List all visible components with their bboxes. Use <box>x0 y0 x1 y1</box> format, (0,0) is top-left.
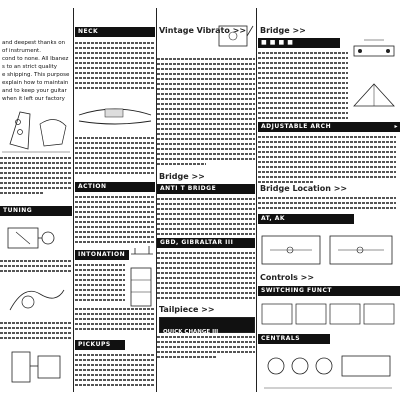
intro-line: cond to none. All Ibanez <box>2 56 69 62</box>
intro-line: explain how to maintain <box>2 80 69 86</box>
section-header-adjustable-arch: ADJUSTABLE ARCH ▸ <box>258 122 400 132</box>
heading-controls: Controls >> <box>260 273 315 282</box>
model-tag-at-ak: AT, AK <box>258 214 354 224</box>
peg-illustration <box>4 346 68 392</box>
body-text <box>0 322 72 342</box>
intro-line: and to keep your guitar <box>2 88 67 94</box>
guitar-headstock-illustration <box>0 104 72 154</box>
body-text <box>0 157 72 197</box>
column-2 <box>75 0 155 400</box>
section-header-gibraltar: GBD, GIBRALTAR III <box>157 238 255 248</box>
bridge-illustration <box>350 34 398 70</box>
body-text <box>157 58 255 168</box>
body-text <box>258 136 396 186</box>
body-text <box>157 252 255 302</box>
heading-bridge: Bridge >> <box>159 172 205 181</box>
body-text <box>75 196 155 246</box>
heading-bridge: Bridge >> <box>260 26 306 35</box>
heading-bridge-location: Bridge Location >> <box>260 184 348 193</box>
intonation-illustration <box>127 262 155 312</box>
switch-diagram <box>260 300 396 330</box>
saddle-illustration <box>350 76 398 116</box>
body-text <box>75 137 155 177</box>
body-text <box>157 198 255 238</box>
quick-change-banner: QUICK CHANGE III <box>159 317 255 333</box>
intro-line: s to an strict quality <box>2 64 58 70</box>
control-layout-diagram <box>260 348 396 398</box>
column-1 <box>0 0 72 400</box>
vibrato-illustration <box>215 18 255 54</box>
heading-vintage-vibrato: Vintage Vibrato >> <box>159 26 247 35</box>
heading-tailpiece: Tailpiece >> <box>159 305 215 314</box>
string-winding-illustration <box>4 280 68 320</box>
column-divider <box>73 8 74 392</box>
neck-relief-illustration <box>75 95 155 133</box>
column-4 <box>258 0 400 400</box>
intro-line: when it left our factory <box>2 96 65 102</box>
body-text <box>0 260 72 275</box>
body-text <box>75 354 155 389</box>
body-text <box>75 264 125 304</box>
section-header-bridge-model: ■ ■ ■ ■ <box>258 38 340 48</box>
section-header-anti-t-bridge: ANTI T BRIDGE <box>157 184 255 194</box>
body-text <box>157 336 255 361</box>
column-3 <box>157 0 255 400</box>
section-header-pickups: PICKUPS <box>75 340 125 350</box>
body-text <box>258 197 396 212</box>
body-text <box>75 308 155 333</box>
column-divider <box>256 8 257 392</box>
intro-line: and deepest thanks on <box>2 40 66 46</box>
section-header-tuning-machines: TUNING MACHINES <box>0 206 72 216</box>
section-header-action: ACTION <box>75 182 155 192</box>
tuning-machine-illustration <box>4 222 68 258</box>
section-header-neck: NECK <box>75 27 155 37</box>
section-header-centrals: CENTRALS <box>258 334 330 344</box>
body-text <box>258 52 348 122</box>
intro-line: e shipping. This purpose <box>2 72 70 78</box>
bridge-location-diagram <box>260 230 396 270</box>
section-header-switching-function: SWITCHING FUNCT <box>258 286 400 296</box>
body-text <box>75 42 155 92</box>
intro-line: of instrument. <box>2 48 41 54</box>
action-gauge-illustration <box>129 244 155 258</box>
section-header-intonation: INTONATION <box>75 250 129 260</box>
